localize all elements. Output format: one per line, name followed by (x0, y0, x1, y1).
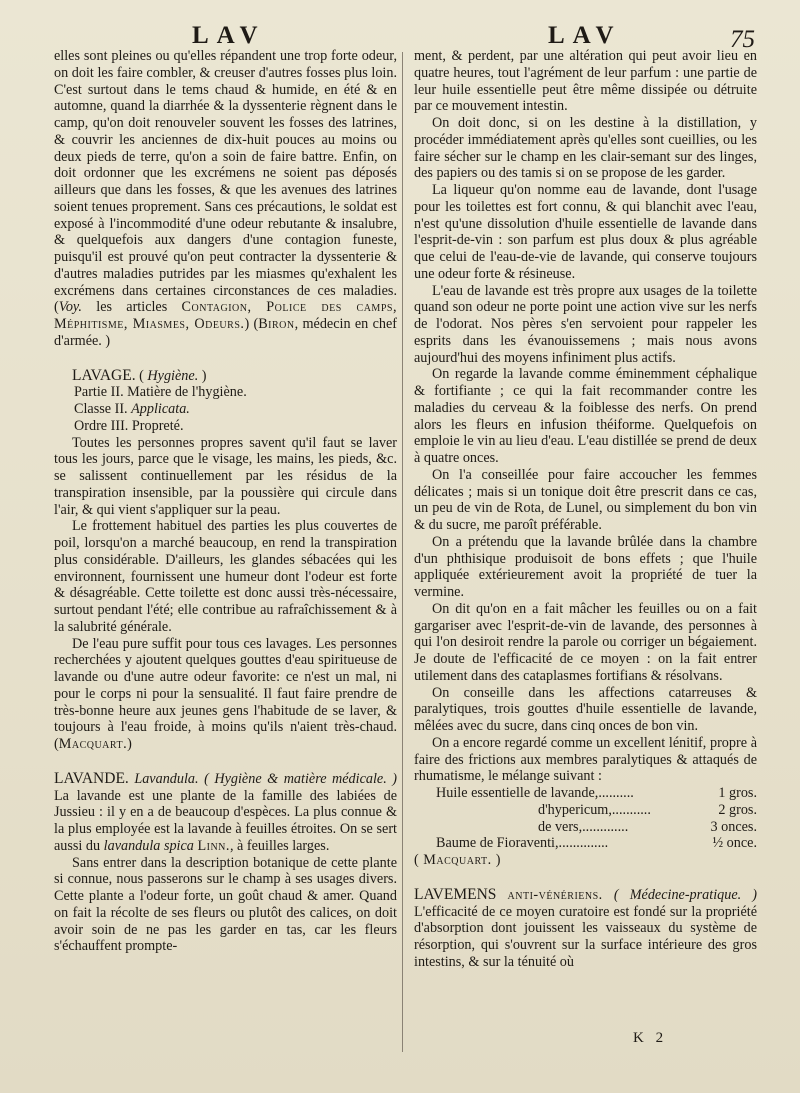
recipe-author: ( Macquart. ) (414, 852, 501, 868)
author-biron: Biron (258, 316, 295, 332)
paragraph-r2: On doit donc, si on les destine à la distillation, y procéder immédiatement après qu'elles sont cueillies, ou les faire sécher sur le champ en les clair-semant sur des linges, des papiers ou des tamis si on se propose de les garder. (414, 115, 757, 182)
entry-heading-lavage: LAVAGE. ( Hygiène. ) (72, 366, 207, 384)
running-head-left: LAV (192, 22, 266, 49)
paragraph-r6: On l'a conseillée pour faire accoucher les femmes délicates ; mais si un tonique doit être prescrit dans ce cas, un peu de vin de Rota, de Lunel, ou simplement du bon vin & du sucre, me paroît préférable. (414, 466, 757, 533)
paragraph-r7: On a prétendu que la lavande brûlée dans la chambre d'un phthisique produisoit de bons effets ; que l'huile appliquée extérieurement avoit la propriété de tuer la vermine. (414, 533, 757, 600)
entry-heading-lavande: LAVANDE. Lavandula. ( Hygiène & matière médicale. ) La lavande est une plante de la famille des labiées de Jussieu : il y en a de beaucoup d'espèces. La plus connue & la plus employée est la lavande à feuilles étroites. On se sert aussi du lavandula spica Linn., à feuilles larges. (54, 769, 398, 854)
paragraph-r5: On regarde la lavande comme éminemment céphalique & fortifiante ; ce qui la fait recommander contre les maladies du cerveau & la foiblesse des nerfs. On prend alors les fleurs en infusion théiforme. Quelquefois on emploie le vin au lieu d'eau. L'eau distillée se prend de deux à quatre onces. (414, 366, 757, 466)
paragraph-r3: La liqueur qu'on nomme eau de lavande, dont l'usage pour les toilettes est fort connu, & qui blanchit avec l'eau, n'est qu'une dissolution d'huile essentielle de lavande dans l'esprit-de-vin : son parfum est plus doux & plus agréable que celui de l'eau-de-vie de lavande, qui conserve toujours une odeur forte & résineuse. (414, 182, 757, 282)
paragraph-r1: ment, & perdent, par une altération qui peut avoir lieu en quatre heures, tout l'agrément de leur parfum : une partie de leur huile essentielle peut être même dissipée ou détruite par ce mouvement intestin. (414, 48, 757, 115)
paragraph-lavande-2: Sans entrer dans la description botanique de cette plante si connue, nous passerons sur le champ à ses usages divers. Cette plante a l'odeur forte, un goût chaud & amer. Quand on fait la récolte de ses fleurs ou plutôt des calices, on doit avoir soin de ne pas les garder en tas, car les fleurs s'échauffent prompte- (54, 854, 397, 955)
paragraph-lavage-2: Le frottement habituel des parties les plus couvertes de poil, lorsqu'on a marché beaucoup, en rend la transpiration plus considérable. D'ailleurs, les glandes sébacées qui les environnent, fournissent une humeur dont l'odeur est forte & désagréable. Cette toilette est donc aussi très-nécessaire, surtout pendant l'été; elle contribue au rafraîchissement & à la salubrité générale. (54, 518, 397, 635)
recipe-line: Baume de Fioraventi,.............. ½ once. (436, 835, 757, 852)
recipe-line: Huile essentielle de lavande,.......... 1 gros. (436, 785, 757, 801)
paragraph-r8: On dit qu'on en a fait mâcher les feuilles ou on a fait gargariser avec l'esprit-de-vin de lavande, des personnes à qui l'on desiroit rendre la parole ou corriger un bégaiement. Je doute de l'efficacité de ce moyen : on la fait entrer utilement dans des cataplasmes fortifians & résolvans. (414, 600, 757, 684)
signature-mark: K 2 (633, 1030, 668, 1046)
paragraph-lavage-3: De l'eau pure suffit pour tous ces lavages. Les personnes recherchées y ajoutent quelques gouttes d'eau spiritueuse de lavande ou d'une autre odeur favorite: ce n'est un mal, ni pour le corps ni pour la sensualité. Il faut faire prendre de très-bonne heure aux jeunes gens l'habitude de se laver, & toujours à l'eau froide, à moins qu'ils n'aient très-chaud. (Macquart.) (54, 635, 397, 752)
page-number: 75 (730, 26, 755, 53)
right-column (414, 48, 757, 971)
running-head-right: LAV (548, 22, 622, 49)
cross-references: Contagion, Police des camps, Méphitisme, Miasmes, Odeurs. (54, 299, 397, 332)
recipe-line: d'hypericum,........... 2 gros. (538, 801, 757, 818)
paragraph-r10: On a encore regardé comme un excellent lénitif, propre à faire des frictions aux membres paralytiques & attaqués de rhumatisme, le mélange suivant : (414, 734, 757, 785)
classification-partie: Partie II. Matière de l'hygiène. (74, 384, 247, 401)
classification-ordre: Ordre III. Propreté. (74, 417, 184, 434)
left-column (54, 48, 397, 955)
author-macquart: Macquart. (58, 736, 128, 752)
recipe-line: de vers,............. 3 onces. (538, 818, 757, 835)
entry-heading-lavemens: LAVEMENS anti-vénériens. ( Médecine-pratique. ) L'efficacité de ce moyen curatoire est fondé sur la propriété d'absorption dont jouissent les vaisseaux du système de résorption, qui s'ouvrent sur la surface intérieure des gros intestins, & sur la ténuité où (414, 885, 758, 970)
paragraph-lavage-1: Toutes les personnes propres savent qu'il faut se laver tous les jours, parce que le visage, les mains, les pieds, &c. se salissent continuellement par les résidus de la transpiration insensible, par la poussière qui circule dans l'air, & qui vient s'appliquer sur la peau. (54, 434, 397, 518)
paragraph-r9: On conseille dans les affections catarreuses & paralytiques, trois gouttes d'huile essentielle de lavande, mêlées avec du sucre, dans cinq onces de bon vin. (414, 684, 757, 734)
classification-classe: Classe II. Applicata. (74, 401, 190, 417)
paragraph-r4: L'eau de lavande est très propre aux usages de la toilette quand son odeur ne porte point une action vive sur les nerfs de l'odorat. Nos pères s'en servoient pour rappeler les esprits dans les évanouissemens ; mais nous avons aujourd'hui des moyens infiniment plus actifs. (414, 282, 757, 366)
column-divider (402, 52, 403, 1052)
paragraph-latrines: elles sont pleines ou qu'elles répandent une trop forte odeur, on doit les faire combler, & creuser d'autres fosses plus loin. C'est surtout dans le tems chaud & humide, en été & en automne, quand la diarrhée & la dyssenterie règnent dans le camp, qu'on doit renouveler souvent les fosses des latrines, & couvrir les anciennes de dix-huit pouces au moins ou deux pieds de terre, qu'on a soin de faire battre. Enfin, on doit ordonner que les excrémens ne soient pas déposés ailleurs que dans les fosses, & que les avenues des latrines soient tenues proprement. Sans ces précautions, le soldat est exposé à l'incommodité d'une odeur rebutante & insalubre, & quelquefois aux dangers d'une contagion funeste, puisqu'il est prouvé qu'on peut contracter la dyssenterie & d'autres maladies putrides par les miasmes qu'exhalent les excrémens dans certaines circonstances de ces maladies. (Voy. les articles Contagion, Police des camps, Méphitisme, Miasmes, Odeurs.) (Biron, médecin en chef d'armée. ) (54, 48, 398, 349)
